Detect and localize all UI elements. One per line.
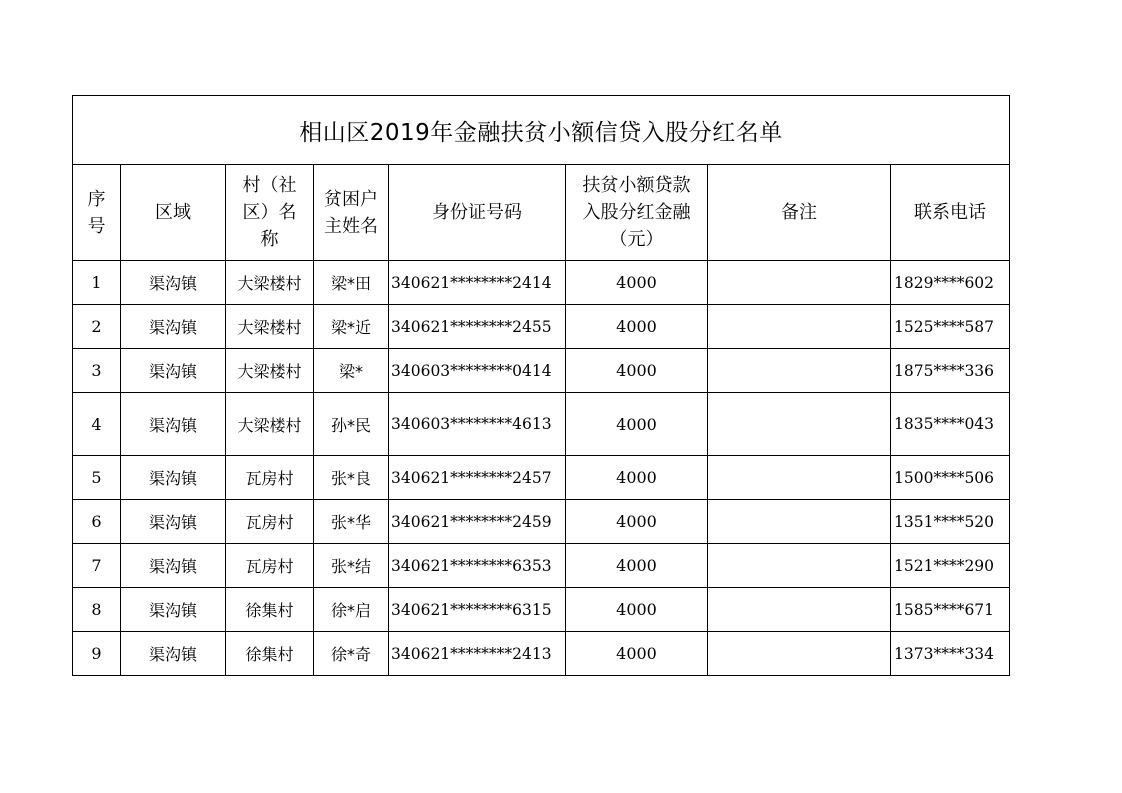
header-seq: 序 号 [73, 165, 121, 261]
table-row [73, 500, 1010, 544]
table-row [73, 305, 1010, 349]
cell-seq: 8 [73, 588, 121, 632]
cell-id: 340621********2457 [389, 456, 566, 500]
cell-village: 徐集村 [226, 632, 314, 676]
cell-name: 梁*田 [314, 261, 389, 305]
cell-village: 大梁楼村 [226, 349, 314, 393]
cell-phone: 1351****520 [891, 500, 1010, 544]
cell-phone: 1373****334 [891, 632, 1010, 676]
dividend-list-table [72, 95, 1010, 676]
table-row [73, 261, 1010, 305]
cell-village: 大梁楼村 [226, 393, 314, 456]
cell-note [708, 393, 891, 456]
cell-village: 瓦房村 [226, 456, 314, 500]
table-row [73, 456, 1010, 500]
cell-name: 张*良 [314, 456, 389, 500]
cell-id: 340621********2455 [389, 305, 566, 349]
cell-name: 张*华 [314, 500, 389, 544]
cell-id: 340621********2413 [389, 632, 566, 676]
header-area: 区域 [121, 165, 226, 261]
cell-village: 大梁楼村 [226, 305, 314, 349]
cell-id: 340621********2459 [389, 500, 566, 544]
table-row [73, 632, 1010, 676]
cell-area: 渠沟镇 [121, 261, 226, 305]
cell-note [708, 456, 891, 500]
cell-amount: 4000 [566, 349, 708, 393]
cell-seq: 7 [73, 544, 121, 588]
cell-name: 梁*近 [314, 305, 389, 349]
cell-id: 340603********0414 [389, 349, 566, 393]
cell-amount: 4000 [566, 500, 708, 544]
cell-amount: 4000 [566, 632, 708, 676]
cell-amount: 4000 [566, 456, 708, 500]
cell-amount: 4000 [566, 393, 708, 456]
cell-phone: 1585****671 [891, 588, 1010, 632]
cell-phone: 1835****043 [891, 393, 1010, 456]
cell-area: 渠沟镇 [121, 544, 226, 588]
cell-phone: 1525****587 [891, 305, 1010, 349]
cell-note [708, 305, 891, 349]
cell-name: 徐*奇 [314, 632, 389, 676]
cell-name: 张*结 [314, 544, 389, 588]
header-name: 贫困户 主姓名 [314, 165, 389, 261]
table-row [73, 393, 1010, 456]
cell-name: 徐*启 [314, 588, 389, 632]
cell-village: 大梁楼村 [226, 261, 314, 305]
cell-note [708, 261, 891, 305]
table-row [73, 544, 1010, 588]
cell-note [708, 588, 891, 632]
cell-id: 340603********4613 [389, 393, 566, 456]
cell-note [708, 544, 891, 588]
cell-area: 渠沟镇 [121, 632, 226, 676]
cell-phone: 1500****506 [891, 456, 1010, 500]
header-row [73, 165, 1010, 261]
cell-amount: 4000 [566, 588, 708, 632]
header-amount: 扶贫小额贷款 入股分红金融 （元） [566, 165, 708, 261]
cell-amount: 4000 [566, 305, 708, 349]
header-phone: 联系电话 [891, 165, 1010, 261]
header-village: 村（社 区）名 称 [226, 165, 314, 261]
cell-name: 孙*民 [314, 393, 389, 456]
cell-seq: 4 [73, 393, 121, 456]
header-id: 身份证号码 [389, 165, 566, 261]
cell-note [708, 500, 891, 544]
table-row [73, 349, 1010, 393]
cell-note [708, 632, 891, 676]
cell-seq: 3 [73, 349, 121, 393]
cell-area: 渠沟镇 [121, 500, 226, 544]
cell-village: 徐集村 [226, 588, 314, 632]
cell-note [708, 349, 891, 393]
cell-area: 渠沟镇 [121, 393, 226, 456]
table-row [73, 588, 1010, 632]
cell-seq: 9 [73, 632, 121, 676]
cell-id: 340621********6315 [389, 588, 566, 632]
cell-phone: 1829****602 [891, 261, 1010, 305]
cell-phone: 1521****290 [891, 544, 1010, 588]
cell-seq: 6 [73, 500, 121, 544]
cell-area: 渠沟镇 [121, 349, 226, 393]
cell-amount: 4000 [566, 261, 708, 305]
cell-village: 瓦房村 [226, 500, 314, 544]
cell-area: 渠沟镇 [121, 588, 226, 632]
cell-village: 瓦房村 [226, 544, 314, 588]
sheet-title: 相山区2019年金融扶贫小额信贷入股分红名单 [73, 96, 1010, 165]
cell-name: 梁* [314, 349, 389, 393]
header-note: 备注 [708, 165, 891, 261]
cell-amount: 4000 [566, 544, 708, 588]
cell-phone: 1875****336 [891, 349, 1010, 393]
cell-seq: 2 [73, 305, 121, 349]
cell-id: 340621********2414 [389, 261, 566, 305]
cell-area: 渠沟镇 [121, 305, 226, 349]
cell-seq: 5 [73, 456, 121, 500]
cell-id: 340621********6353 [389, 544, 566, 588]
cell-area: 渠沟镇 [121, 456, 226, 500]
cell-seq: 1 [73, 261, 121, 305]
